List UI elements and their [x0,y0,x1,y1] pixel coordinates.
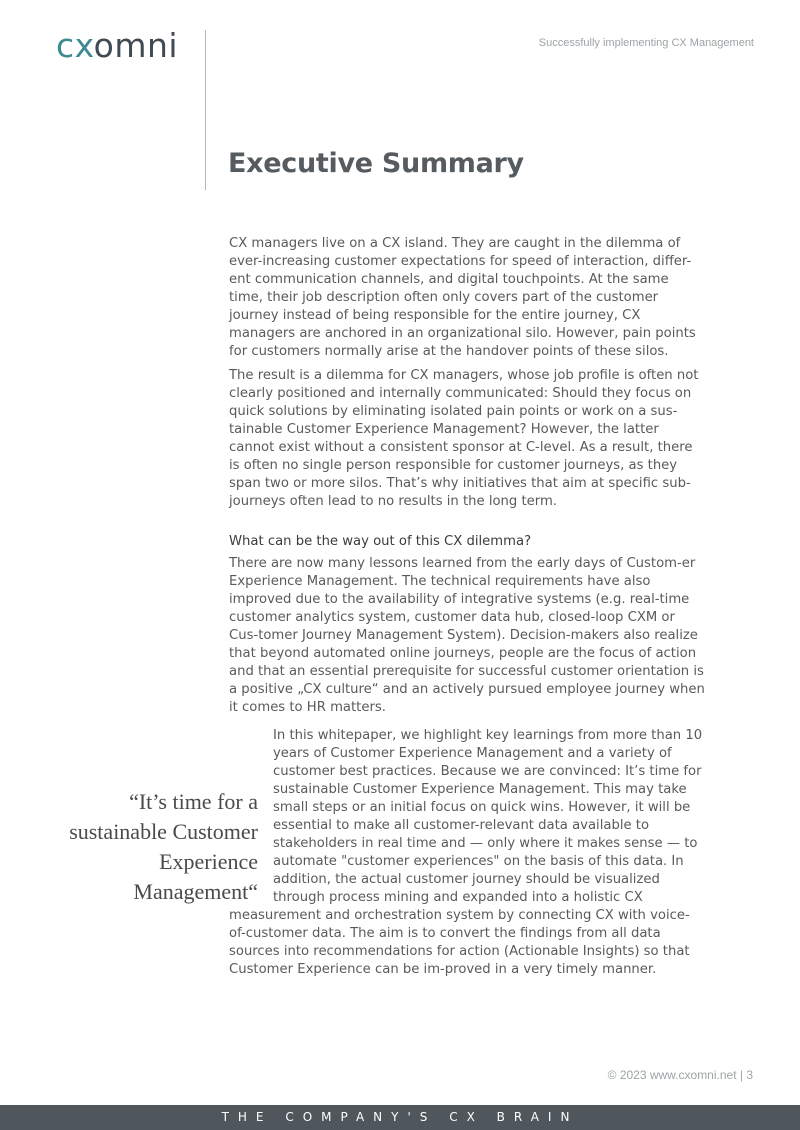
paragraph-4-text: In this whitepaper, we highlight key learnings from more than 10 years of Customer Experience Management and a variety of customer best practices. Because we are convinced: It’s time for sustainable Customer Experience Management. This may take small steps or an initial focus on quick wins. However, it will be essential to make all customer-relevant data available to stakeholders in real time and — only where it makes sense — to automate "customer experiences" on the basis of this data. In addition, the actual customer journey should be visualized through process mining and expanded into a holistic CX measurement and orchestration system by connecting CX with voice-of-customer data. The aim is to convert the findings from all data sources into recommendations for action (Actionable Insights) so that Customer Experience can be im-proved in a very timely manner. [229,728,703,977]
paragraph-3: There are now many lessons learned from the early days of Custom-er Experience Management. The technical requirements have also improved due to the availability of integrative systems (e.g. real-time customer analytics system, customer data hub, closed-loop CXM or Cus-tomer Journey Management System). Decision-makers also realize that beyond automated online journeys, people are the focus of action and that an essential prerequisite for successful customer orientation is a positive „CX culture“ and an actively pursued employee journey when it comes to HR matters. [229,556,705,715]
body-text [229,235,705,985]
logo-cx: cx [56,26,94,65]
copyright-page-number: © 2023 www.cxomni.net | 3 [607,1068,753,1082]
paragraph-1: CX managers live on a CX island. They are caught in the dilemma of ever-increasing customer expectations for speed of interaction, differ-ent communication channels, and digital touchpoints. At the same time, their job description often only covers part of the customer journey instead of being responsible for the entire journey, CX managers are anchored in an organizational silo. However, pain points for customers normally arise at the handover points of these silos. [229,236,696,359]
page-title: Executive Summary [228,148,524,179]
paragraph-4 [229,727,705,979]
footer-banner: THE COMPANY'S CX BRAIN [0,1105,800,1130]
header-divider [205,30,206,190]
paragraph-2: The result is a dilemma for CX managers, whose job profile is often not clearly positioned and internally communicated: Should they focus on quick solutions by eliminating isolated pain points or work on a sus-tainable Customer Experience Management? However, the latter cannot exist without a consistent sponsor at C-level. As a result, there is often no single person responsible for customer journeys, as they span two or more silos. That’s why initiatives that aim at specific sub-journeys often lead to no results in the long term. [229,368,699,509]
header-tagline: Successfully implementing CX Management [538,37,754,49]
pull-quote: “It’s time for a sustainable Customer Experience Management“ [69,789,258,904]
logo-omni: omni [93,26,179,65]
cxomni-logo [56,28,178,64]
subheading: What can be the way out of this CX dilemma? [229,534,532,549]
